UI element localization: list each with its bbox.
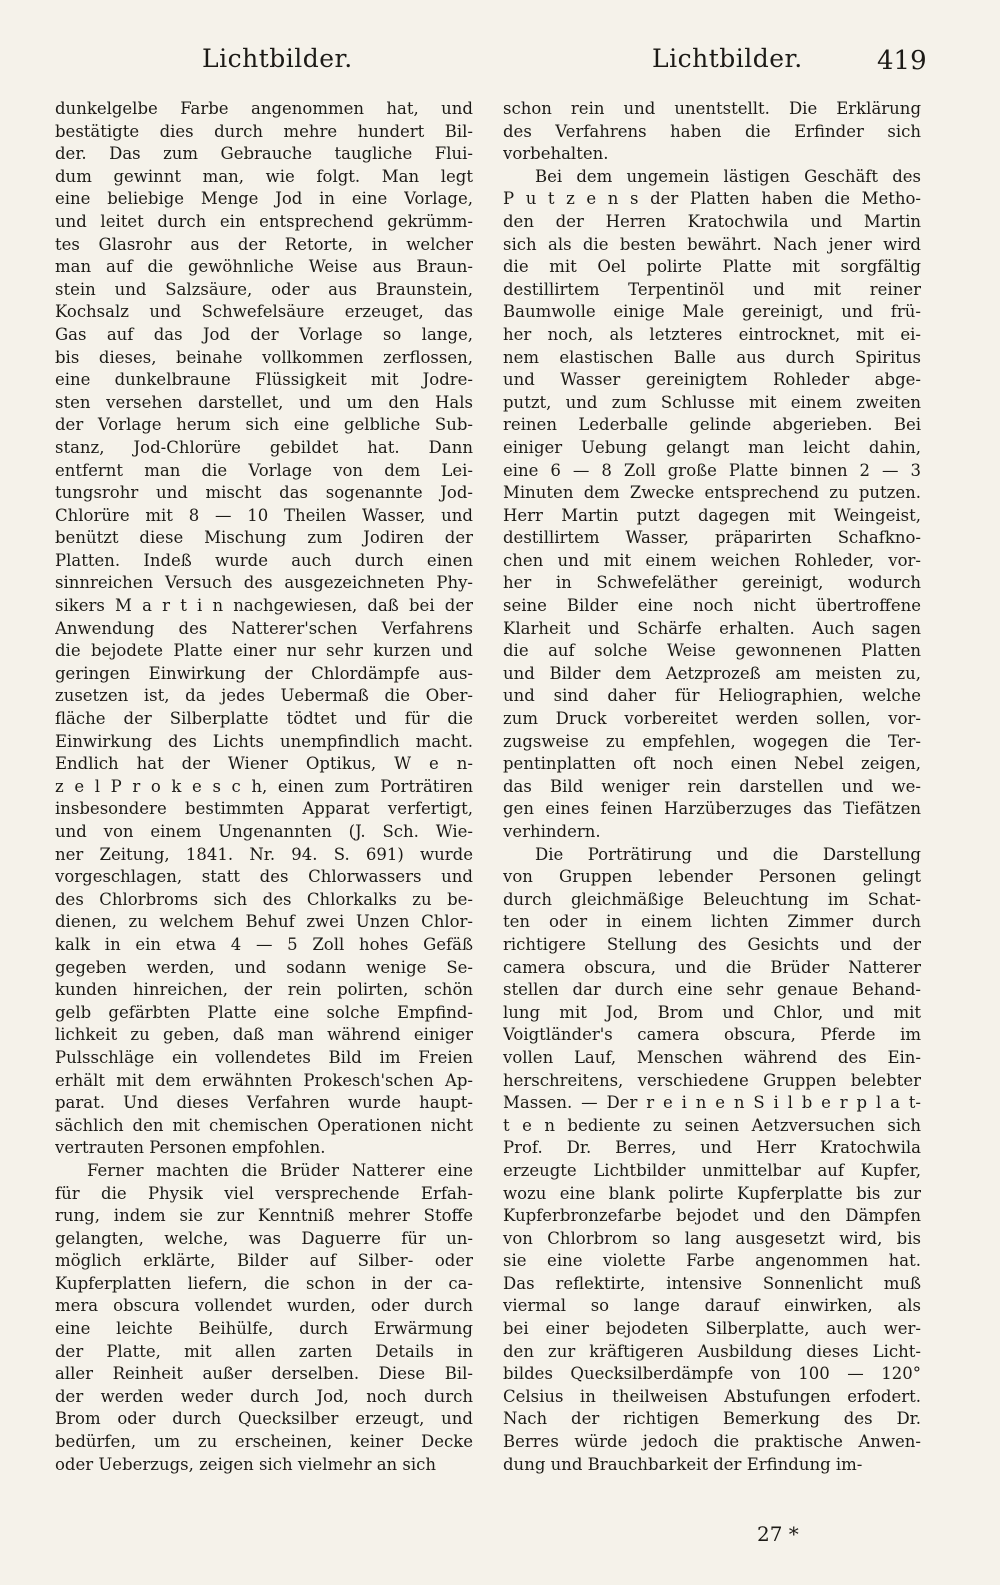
text-line: Das reflektirte, intensive Sonnenlicht muß [503, 1273, 921, 1293]
text-line: Herr Martin putzt dagegen mit Weingeist, [503, 505, 921, 525]
text-line: sächlich den mit chemischen Operationen nicht [55, 1115, 473, 1135]
text-line: fläche der Silberplatte tödtet und für die [55, 709, 473, 729]
text-line: dum gewinnt man, wie folgt. Man legt [55, 166, 473, 186]
text-line: gen eines feinen Harzüberzuges das Tiefätzen [503, 799, 921, 819]
text-line: zugsweise zu empfehlen, wogegen die Ter- [503, 731, 921, 751]
text-line: bei einer bejodeten Silberplatte, auch wer- [503, 1319, 921, 1339]
text-line: herschreitens, verschiedene Gruppen belebter [503, 1070, 921, 1090]
text-line: vorgeschlagen, statt des Chlorwassers und [55, 867, 473, 887]
text-line: viermal so lange darauf einwirken, als [503, 1296, 921, 1316]
page-number: 419 [877, 46, 927, 76]
text-line: dung und Brauchbarkeit der Erfindung im- [503, 1454, 863, 1474]
text-line: für die Physik viel versprechende Erfah- [55, 1183, 473, 1203]
text-line: Berres würde jedoch die praktische Anwen- [503, 1432, 921, 1452]
text-line: eine beliebige Menge Jod in eine Vorlage, [55, 189, 473, 209]
text-line: gegeben werden, und sodann wenige Se- [55, 957, 473, 977]
text-line: Kupferbronzefarbe bejodet und den Dämpfen [503, 1206, 921, 1226]
text-line: oder Ueberzugs, zeigen sich vielmehr an sich [55, 1454, 437, 1474]
right-text-column [503, 98, 921, 1476]
text-line: durch gleichmäßige Beleuchtung im Schat- [503, 889, 921, 909]
text-line: tungsrohr und mischt das sogenannte Jod- [55, 483, 473, 503]
text-line: rung, indem sie zur Kenntniß mehrer Stoffe [55, 1206, 473, 1226]
text-line: einiger Uebung gelangt man leicht dahin, [503, 437, 921, 457]
text-line: die auf solche Weise gewonnenen Platten [503, 641, 921, 661]
text-line: dunkelgelbe Farbe angenommen hat, und [55, 99, 473, 118]
text-line: der werden weder durch Jod, noch durch [55, 1386, 473, 1406]
text-line: seine Bilder eine noch nicht übertroffene [503, 596, 921, 616]
text-line: reinen Lederballe gelinde abgerieben. Bei [503, 415, 921, 435]
text-line: sten versehen darstellet, und um den Hals [55, 392, 473, 412]
text-line: Einwirkung des Lichts unempfindlich macht. [55, 731, 473, 751]
text-line: der. Das zum Gebrauche taugliche Flui- [55, 144, 473, 164]
text-line: sie eine violette Farbe angenommen hat. [503, 1251, 921, 1271]
text-line: ner Zeitung, 1841. Nr. 94. S. 691) wurde [55, 844, 473, 864]
text-line: Klarheit und Schärfe erhalten. Auch sagen [503, 618, 921, 638]
text-line: tes Glasrohr aus der Retorte, in welcher [55, 234, 473, 254]
text-line: schon rein und unentstellt. Die Erklärung [503, 99, 921, 118]
text-line: eine dunkelbraune Flüssigkeit mit Jodre- [55, 370, 473, 390]
text-line: Baumwolle einige Male gereinigt, und frü- [503, 302, 921, 322]
text-line: Ferner machten die Brüder Natterer eine [87, 1160, 473, 1180]
text-line: her in Schwefeläther gereinigt, wodurch [503, 573, 921, 593]
text-line: Chlorüre mit 8 — 10 Theilen Wasser, und [55, 505, 473, 525]
text-line: Anwendung des Natterer'schen Verfahrens [55, 618, 473, 638]
text-line: und von einem Ungenannten (J. Sch. Wie- [55, 822, 473, 841]
text-line: kalk in ein etwa 4 — 5 Zoll hohes Gefäß [55, 934, 473, 954]
text-line: die bejodete Platte einer nur sehr kurzen und [55, 641, 473, 661]
text-line: vertrauten Personen empfohlen. [55, 1138, 326, 1158]
text-line: camera obscura, und die Brüder Natterer [503, 957, 921, 977]
text-line: zum Druck vorbereitet werden sollen, vor- [503, 709, 921, 729]
text-line: vorbehalten. [503, 144, 609, 164]
text-line: chen und mit einem weichen Rohleder, vor- [503, 550, 921, 570]
text-line: eine 6 — 8 Zoll große Platte binnen 2 — 3 [503, 460, 921, 480]
text-line: Celsius in theilweisen Abstufungen erfodert. [503, 1386, 921, 1406]
text-line: bis dieses, beinahe vollkommen zerflossen, [55, 347, 473, 367]
text-line: nem elastischen Balle aus durch Spiritus [503, 347, 921, 367]
text-line: benützt diese Mischung zum Jodiren der [55, 528, 473, 548]
text-line: von Chlorbrom so lang ausgesetzt wird, bis [503, 1228, 921, 1248]
text-line: stellen dar durch eine sehr genaue Behand- [503, 980, 921, 1000]
text-line: aller Reinheit außer derselben. Diese Bil- [55, 1364, 473, 1384]
text-line: das Bild weniger rein darstellen und we- [503, 776, 921, 796]
signature-mark: 27 * [757, 1522, 799, 1546]
text-line: von Gruppen lebender Personen gelingt [503, 867, 921, 887]
text-line: gelangten, welche, was Daguerre für un- [55, 1228, 473, 1248]
text-line: destillirtem Wasser, präparirten Schafkno- [503, 528, 921, 548]
text-line: des Verfahrens haben die Erfinder sich [503, 121, 921, 141]
text-line: Gas auf das Jod der Vorlage so lange, [55, 324, 473, 344]
text-line: lung mit Jod, Brom und Chlor, und mit [503, 1002, 921, 1022]
text-line: t e n bediente zu seinen Aetzversuchen sich [503, 1115, 921, 1135]
text-line: und Bilder dem Aetzprozeß am meisten zu, [503, 663, 921, 683]
text-line: dienen, zu welchem Behuf zwei Unzen Chlor- [55, 912, 473, 932]
left-text-column [55, 98, 473, 1476]
text-line: sinnreichen Versuch des ausgezeichneten Phy- [55, 573, 473, 593]
text-line: des Chlorbroms sich des Chlorkalks zu be- [55, 889, 473, 909]
text-line: Die Porträtirung und die Darstellung [535, 844, 921, 864]
text-line: Bei dem ungemein lästigen Geschäft des [535, 166, 921, 186]
text-line: Brom oder durch Quecksilber erzeugt, und [55, 1409, 473, 1429]
text-line: destillirtem Terpentinöl und mit reiner [503, 279, 921, 299]
text-line: entfernt man die Vorlage von dem Lei- [55, 460, 473, 480]
text-line: gelb gefärbten Platte eine solche Empfind- [55, 1002, 473, 1022]
text-line: geringen Einwirkung der Chlordämpfe aus- [55, 663, 473, 683]
text-line: erzeugte Lichtbilder unmittelbar auf Kupfer, [503, 1160, 921, 1180]
text-line: Nach der richtigen Bemerkung des Dr. [503, 1409, 921, 1429]
text-line: verhindern. [503, 822, 601, 841]
text-line: bildes Quecksilberdämpfe von 100 — 120° [503, 1364, 921, 1384]
text-line: eine leichte Beihülfe, durch Erwärmung [55, 1319, 473, 1339]
text-line: sikers M a r t i n nachgewiesen, daß bei der [55, 596, 473, 616]
text-line: putzt, und zum Schlusse mit einem zweiten [503, 392, 921, 412]
text-line: pentinplatten oft noch einen Nebel zeigen, [503, 754, 921, 774]
text-line: der Vorlage herum sich eine gelbliche Sub- [55, 415, 473, 435]
text-line: P u t z e n s der Platten haben die Metho- [503, 189, 921, 209]
text-line: Endlich hat der Wiener Optikus, W e n- [55, 754, 473, 774]
text-line: her noch, als letzteres eintrocknet, mit ei- [503, 324, 921, 344]
text-line: die mit Oel polirte Platte mit sorgfältig [503, 257, 921, 277]
text-line: und sind daher für Heliographien, welche [503, 686, 921, 706]
text-line: den zur kräftigeren Ausbildung dieses Licht- [503, 1341, 921, 1361]
text-line: sich als die besten bewährt. Nach jener wird [503, 234, 921, 254]
text-line: Voigtländer's camera obscura, Pferde im [503, 1025, 921, 1045]
text-line: Minuten dem Zwecke entsprechend zu putzen. [503, 483, 921, 503]
text-line: und leitet durch ein entsprechend gekrümm- [55, 211, 473, 231]
text-line: stanz, Jod-Chlorüre gebildet hat. Dann [55, 437, 473, 457]
text-line: Prof. Dr. Berres, und Herr Kratochwila [503, 1138, 921, 1158]
text-line: lichkeit zu geben, daß man während einiger [55, 1025, 473, 1045]
text-line: Platten. Indeß wurde auch durch einen [55, 550, 473, 570]
text-line: erhält mit dem erwähnten Prokesch'schen Ap- [55, 1070, 473, 1090]
text-line: parat. Und dieses Verfahren wurde haupt- [55, 1093, 473, 1113]
running-head-left: Lichtbilder. [202, 44, 353, 73]
text-line: bestätigte dies durch mehre hundert Bil- [55, 121, 473, 141]
text-line: der Platte, mit allen zarten Details in [55, 1341, 473, 1361]
text-line: und Wasser gereinigtem Rohleder abge- [503, 370, 921, 390]
text-line: zusetzen ist, da jedes Uebermaß die Ober- [55, 686, 473, 706]
text-line: ten oder in einem lichten Zimmer durch [503, 912, 921, 932]
text-line: wozu eine blank polirte Kupferplatte bis zur [503, 1183, 921, 1203]
text-line: stein und Salzsäure, oder aus Braunstein, [55, 279, 473, 299]
text-line: z e l P r o k e s c h, einen zum Porträtiren [55, 776, 473, 796]
text-line: den der Herren Kratochwila und Martin [503, 211, 921, 231]
running-head-right: Lichtbilder. [652, 44, 803, 73]
text-line: kunden hinreichen, der rein polirten, schön [55, 980, 473, 1000]
text-line: bedürfen, um zu erscheinen, keiner Decke [55, 1432, 473, 1452]
text-line: möglich erklärte, Bilder auf Silber- oder [55, 1251, 473, 1271]
text-line: Kochsalz und Schwefelsäure erzeuget, das [55, 302, 473, 322]
text-line: vollen Lauf, Menschen während des Ein- [503, 1047, 921, 1067]
text-line: mera obscura vollendet wurden, oder durch [55, 1296, 473, 1316]
text-line: man auf die gewöhnliche Weise aus Braun- [55, 257, 473, 277]
text-line: richtigere Stellung des Gesichts und der [503, 934, 921, 954]
text-line: insbesondere bestimmten Apparat verfertigt, [55, 799, 473, 819]
text-line: Pulsschläge ein vollendetes Bild im Freien [55, 1047, 473, 1067]
text-line: Massen. — Der r e i n e n S i l b e r p l a t- [503, 1093, 921, 1113]
text-line: Kupferplatten liefern, die schon in der ca- [55, 1273, 473, 1293]
